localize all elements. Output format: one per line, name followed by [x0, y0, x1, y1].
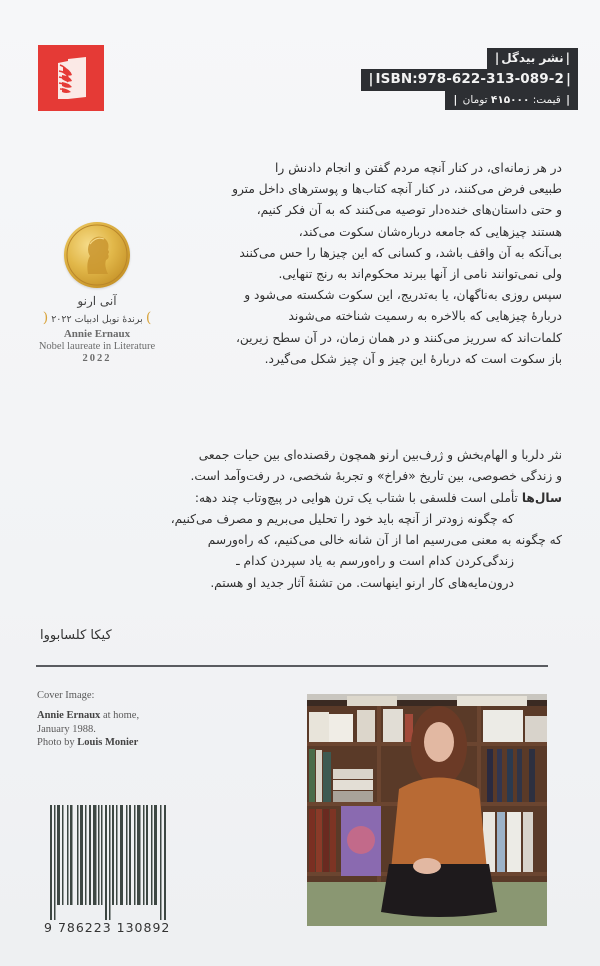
review-line: که چگونه زودتر از آنچه باید خود را تحلیل می‌بریم و مصرف می‌کنیم،	[170, 511, 514, 526]
book-fan-logo-icon	[54, 57, 88, 101]
blurb-line: بی‌آنکه به آن واقف باشد، و کسانی که این چیزها را حس می‌کنند	[239, 245, 562, 260]
blurb-line: طبیعی فرض می‌کنند، در کنار آنچه کتاب‌ها و پوسترهای داخل مترو	[232, 182, 562, 197]
credit-photographer-line: Photo by Louis Monier	[37, 737, 139, 748]
review-line: درون‌مایه‌های کار ارنو اینهاست. من تشنهٔ آثار جدید او هستم.	[210, 575, 514, 590]
nobel-year: 2022	[82, 353, 112, 364]
review-line: نثر دلربا و الهام‌بخش و ژرف‌بین ارنو همچون رقصنده‌ای بین حیات جمعی	[198, 448, 562, 462]
review-line: که چگونه به معنی می‌رسیم اما از آن شانه خالی می‌کنیم، که راه‌ورسم	[207, 533, 562, 548]
barcode-icon	[44, 805, 172, 920]
price-caption: قیمت:	[532, 93, 561, 106]
credit-title: Cover Image:	[37, 690, 95, 701]
barcode	[44, 805, 172, 935]
book-title-bold: سال‌ها	[521, 490, 562, 505]
blurb-line: سپس روزی به‌ناگهان، یا به‌تدریج، این سکوت شکسته می‌شود و	[244, 288, 562, 303]
isbn-label: | ISBN:978-622-313-089-2 |	[361, 69, 578, 91]
author-name-en: Annie Ernaux	[63, 328, 131, 340]
blurb-line: در هر زمانه‌ای، در کنار آنچه مردم گفتن و انجام دادنش را	[275, 161, 562, 175]
review-line: و زندگی خصوصی، بین تاریخ «فراخ» و تجربهٔ شخصی، در رفت‌وآمد است.	[190, 469, 562, 484]
blurb-line: ولی نمی‌توانند نامی از آنها ببرند محکوم‌اند به رنج تنهایی.	[278, 267, 562, 282]
author-photo	[307, 694, 547, 926]
publisher-logo	[38, 45, 104, 111]
nobel-block	[22, 222, 172, 364]
price-value: ۴۱۵۰۰۰	[490, 93, 530, 106]
credit-subject-line: Annie Ernaux at home,	[37, 710, 140, 721]
blurb-line: و حتی داستان‌های خنده‌دار توصیه می‌کنند که به آن فکر کنیم،	[256, 203, 562, 218]
section-divider	[36, 665, 548, 667]
credit-date-line: January 1988.	[37, 723, 96, 735]
nobel-award-fa: ) برندهٔ نوبل ادبیات ۲۰۲۲ (	[42, 310, 152, 326]
cover-image-credit	[37, 690, 139, 750]
publisher-name-label: |نشر بیدگل|	[487, 48, 578, 69]
blurb-line: کلمات‌اند که سرریز می‌کنند و در همان زمان، در آن سطح زیرین،	[235, 330, 562, 345]
barcode-number: 9 786223 130892	[44, 920, 171, 935]
author-photo-icon	[307, 694, 547, 926]
nobel-award-en: Nobel laureate in Literature	[38, 341, 156, 352]
review-line: سال‌ها تأملی است فلسفی با شتاب یک ترن هوایی در پیچ‌وتاب چند دهه:	[194, 490, 562, 505]
blurb-line: باز سکوت است که دربارهٔ این چیز و آن چیز شکل می‌گیرد.	[264, 351, 562, 366]
review-signature: کیکا کلسابووا	[40, 628, 112, 643]
review-paragraph	[42, 445, 562, 594]
review-line: زندگی‌کردن کدام است و راه‌ورسم به یاد سپردن کدام ـ	[236, 554, 514, 569]
price-unit: تومان	[462, 93, 488, 106]
blurb-line: دربارهٔ چیزهایی که بالاخره به رسمیت شناخته می‌شوند	[288, 309, 562, 324]
blurb-paragraph	[222, 158, 562, 370]
price-label: | قیمت: ۴۱۵۰۰۰ تومان |	[445, 91, 578, 111]
nobel-medal-icon	[64, 222, 130, 288]
blurb-line: هستند چیزهایی که جامعه درباره‌شان سکوت می‌کند،	[298, 224, 562, 239]
book-info-block	[361, 48, 578, 110]
author-name-fa: آنی ارنو	[77, 294, 117, 308]
